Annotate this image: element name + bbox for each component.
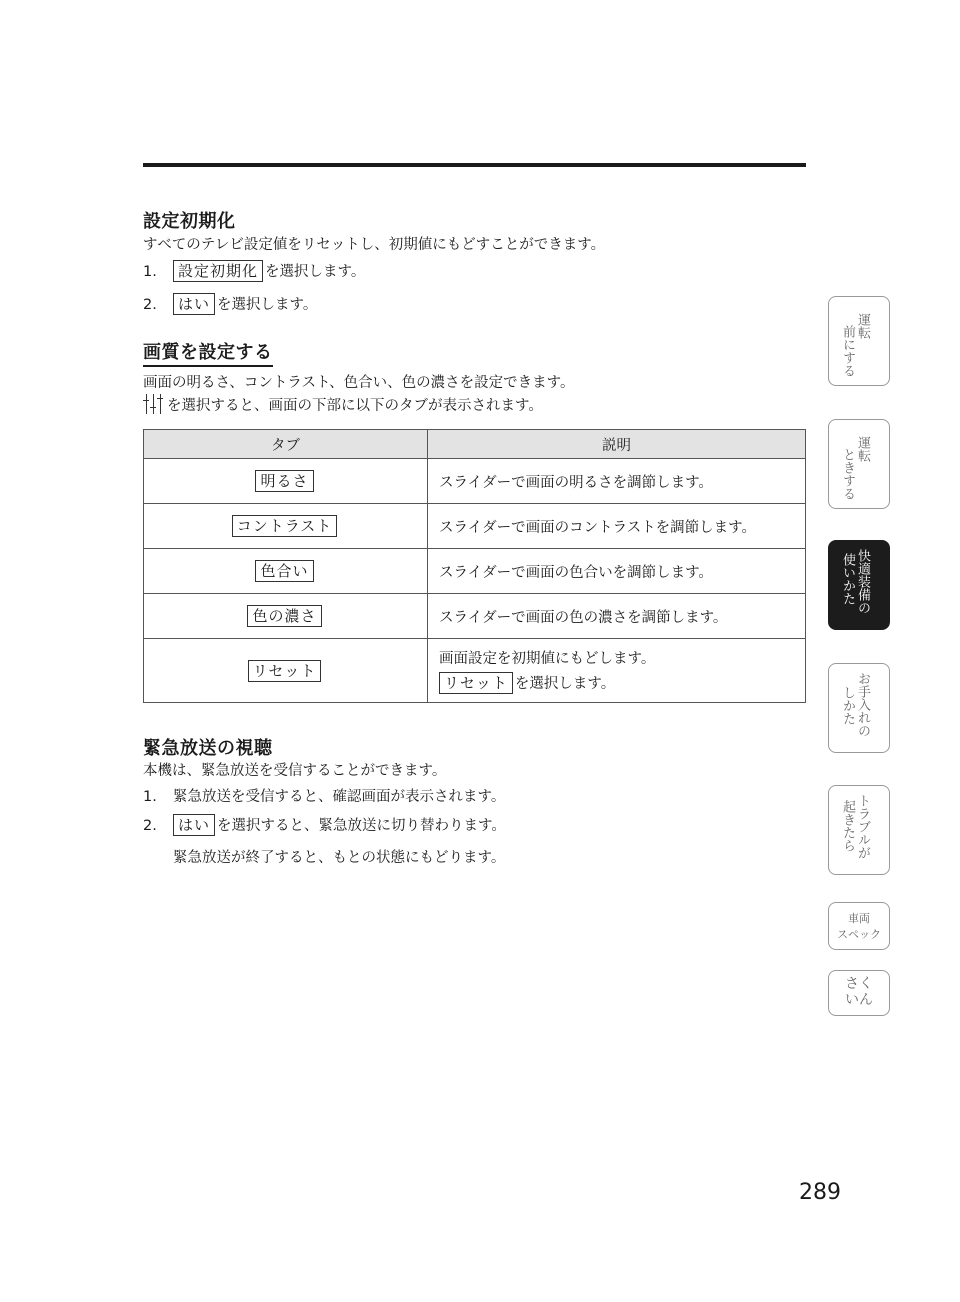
contrast-tab[interactable]: コントラスト <box>232 515 338 537</box>
yes-button[interactable]: はい <box>173 814 215 836</box>
table-cell-desc: スライダーで画面のコントラストを調節します。 <box>428 504 806 549</box>
side-tab-text: お手入れの <box>855 672 870 737</box>
emergency-step-1 <box>143 785 505 806</box>
side-tab-text: スペック <box>837 928 881 941</box>
emergency-note: 緊急放送が終了すると、もとの状態にもどります。 <box>173 850 506 866</box>
side-tab-text: 運転 <box>855 436 870 462</box>
sliders-icon[interactable] <box>143 394 165 414</box>
step-text: を選択します。 <box>265 264 366 280</box>
side-tab-while-driving[interactable] <box>828 419 890 509</box>
table-row <box>144 639 806 703</box>
step-number: 1. <box>143 264 157 280</box>
table-cell-desc: スライダーで画面の明るさを調節します。 <box>428 459 806 504</box>
section-heading-picture <box>143 338 273 364</box>
side-tab-text: しかた <box>840 686 855 725</box>
page-number: 289 <box>799 1180 841 1205</box>
heading-text: 画質を設定する <box>143 342 273 367</box>
table-row <box>144 459 806 504</box>
side-tab-index[interactable] <box>828 970 890 1016</box>
step-text: 緊急放送を受信すると、確認画面が表示されます。 <box>173 789 506 805</box>
side-tab-troubleshooting[interactable] <box>828 785 890 875</box>
table-cell-desc: 画面設定を初期値にもどします。 <box>439 651 656 667</box>
picture-line-1: 画面の明るさ、コントラスト、色合い、色の濃さを設定できます。 <box>143 375 575 391</box>
side-tab-text: いん <box>845 992 873 1008</box>
side-tab-text: 前にする <box>840 325 855 377</box>
hue-tab[interactable]: 色合い <box>255 560 313 582</box>
picture-line-2-text: を選択すると、画面の下部に以下のタブが表示されます。 <box>167 398 543 414</box>
step-text: を選択します。 <box>217 297 318 313</box>
desc-text: を選択します。 <box>514 676 616 692</box>
yes-button[interactable]: はい <box>173 293 215 315</box>
reset-step-1 <box>143 260 365 282</box>
reset-step-2 <box>143 293 317 315</box>
section-heading-reset: 設定初期化 <box>143 211 236 232</box>
side-tab-text: ときする <box>840 448 855 500</box>
picture-tabs-table <box>143 429 806 703</box>
reset-tab[interactable]: リセット <box>248 660 322 682</box>
side-tab-text: 起きたら <box>840 800 855 852</box>
table-cell-desc-2 <box>439 672 805 694</box>
reset-settings-button[interactable]: 設定初期化 <box>173 260 263 282</box>
table-header-row <box>144 430 806 459</box>
side-tab-text: トラブルが <box>855 794 870 859</box>
table-row <box>144 594 806 639</box>
table-row <box>144 549 806 594</box>
step-number: 2. <box>143 297 157 313</box>
side-tab-specs[interactable] <box>828 902 890 950</box>
reset-button[interactable]: リセット <box>439 672 513 694</box>
side-tab-text: 快適装備の <box>855 549 870 614</box>
picture-line-2 <box>143 394 543 415</box>
table-cell-desc: スライダーで画面の色合いを調節します。 <box>428 549 806 594</box>
table-header-tab: タブ <box>144 430 428 459</box>
side-tab-before-driving[interactable] <box>828 296 890 386</box>
side-tab-comfort-features[interactable] <box>828 540 890 630</box>
table-row <box>144 504 806 549</box>
step-text: を選択すると、緊急放送に切り替わります。 <box>217 818 506 834</box>
top-rule <box>143 163 806 167</box>
step-number: 2. <box>143 818 157 834</box>
side-tab-text: 使いかた <box>840 553 855 605</box>
step-number: 1. <box>143 789 157 805</box>
section-heading-emergency: 緊急放送の視聴 <box>143 738 273 759</box>
side-tab-text: さく <box>845 976 873 992</box>
table-header-desc: 説明 <box>428 430 806 459</box>
emergency-description: 本機は、緊急放送を受信することができます。 <box>143 763 447 779</box>
side-tab-maintenance[interactable] <box>828 663 890 753</box>
side-tab-text: 運転 <box>855 313 870 339</box>
reset-description: すべてのテレビ設定値をリセットし、初期値にもどすことができます。 <box>143 237 606 253</box>
saturation-tab[interactable]: 色の濃さ <box>247 605 321 627</box>
brightness-tab[interactable]: 明るさ <box>255 470 313 492</box>
side-tab-text: 車両 <box>848 912 870 925</box>
table-cell-desc: スライダーで画面の色の濃さを調節します。 <box>428 594 806 639</box>
emergency-step-2 <box>143 814 506 836</box>
